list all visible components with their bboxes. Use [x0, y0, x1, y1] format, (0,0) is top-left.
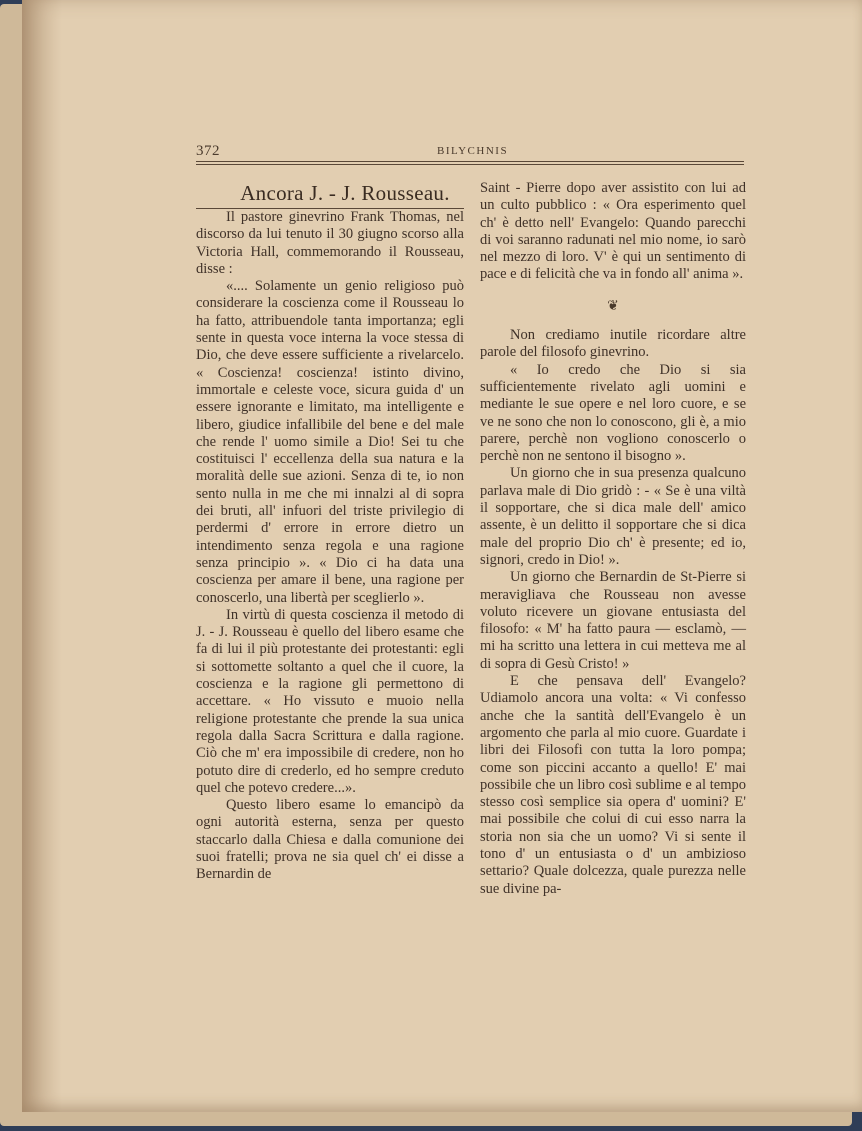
header-rule-double — [196, 164, 744, 165]
paragraph: In virtù di questa coscienza il metodo di J. - J. Rousseau è quello del libero esame che fa di lui il più protestante dei protestanti: egli si sottomette soltanto a quel che il cuore, la coscienza e la ragione gli permettono di accettare. « Ho vissuto e muoio nella religione protestante che prende la sua unica regola dalla Sacra Scrittura e dalla ragione. Ciò che m' era impossibile di credere, non ho potuto dire di crederlo, ed ho sempre creduto quel che potevo credere...». — [196, 606, 464, 796]
section-ornament: ❦ — [607, 298, 619, 314]
paragraph: « Io credo che Dio si sia sufficientemente rivelato agli uomini e mediante le sue opere e nel loro cuore, e se ve ne sono che non lo conoscono, gli è, a mio parere, perchè non vogliono conoscerlo o perchè non ne sentono il bisogno ». — [480, 361, 746, 465]
header-rule — [196, 161, 744, 162]
page-number: 372 — [196, 143, 220, 159]
page-gutter-shadow — [22, 0, 62, 1112]
right-column — [480, 180, 746, 898]
paragraph: Un giorno che in sua presenza qualcuno parlava male di Dio gridò : - « Se è una viltà il sopportare, che si dica male dell' amico assente, è un delitto il sopportare che si dica male del proprio Dio ch' è presente; ed io, signori, credo in Dio! ». — [480, 465, 746, 568]
paragraph: Il pastore ginevrino Frank Thomas, nel discorso da lui tenuto il 30 giugno scorso alla Victoria Hall, commemorando il Rousseau, disse : — [196, 209, 464, 277]
paragraph: Non crediamo inutile ricordare altre parole del filosofo ginevrino. — [480, 327, 746, 361]
paragraph: E che pensava dell' Evangelo? Udiamolo ancora una volta: « Vi confesso anche che la santità dell'Evangelo è un argomento che parla al mio cuore. Guardate i libri dei Filosofi con tutta la loro pompa; come son piccini accanto a quello! E' mai possibile che un libro così sublime e al tempo stesso così semplice sia opera d' uomini? E' mai possibile che colui di cui esso narra la storia non sia che un uomo? Vi si sente il tono d' un entusiasta o d' un ambizioso settario? Quale dolcezza, quale purezza nelle sue divine pa- — [480, 673, 746, 897]
left-column — [196, 180, 464, 884]
paragraph: Un giorno che Bernardin de St-Pierre si meravigliava che Rousseau non avesse voluto ricevere un giovane entusiasta del filosofo: « M' ha fatto paura — esclamò, — mi ha scritto una lettera in cui metteva me al di sopra di Gesù Cristo! » — [480, 569, 746, 672]
article-title: Ancora J. - J. Rousseau. — [196, 180, 464, 209]
paragraph: Questo libero esame lo emancipò da ogni autorità esterna, senza per questo staccarlo dalla Chiesa e dalla comunione dei suoi fratelli; prova ne sia quel ch' ei disse a Bernardin de — [196, 797, 464, 883]
page-header — [196, 143, 744, 163]
paragraph: «.... Solamente un genio religioso può considerare la coscienza come il Rousseau lo ha fatto, attribuendole tanta importanza; egli sente in questa voce interna la voce stessa di Dio, che deve essere sufficiente a rivelarcelo. « Coscienza! coscienza! istinto divino, immortale e celeste voce, sicura guida d' un essere ignorante e limitato, ma intelligente e libero, giudice infallibile del bene e del male che rende l' uomo simile a Dio! Sei tu che costituisci l' eccellenza della sua natura e la moralità delle sue azioni. Senza di te, io non sento nulla in me che mi innalzi al di sopra dei bruti, all' infuori del triste privilegio di perdermi d' errore in errore dietro un intendimento senza regola e una ragione senza principio ». « Dio ci ha data una coscienza per amare il bene, una ragione per conoscerlo, una libertà per sceglierlo ». — [196, 278, 464, 606]
running-head: BILYCHNIS — [437, 145, 509, 157]
paragraph-continued: Saint - Pierre dopo aver assistito con lui ad un culto pubblico : « Ora esperimento quel ch' è detto nell' Evangelo: Quando parecchi di voi saranno radunati nel mio nome, io sarò nel mezzo di loro. V' è qui un sentimento di pace e di felicità che va in fondo all' anima ». — [480, 180, 746, 283]
